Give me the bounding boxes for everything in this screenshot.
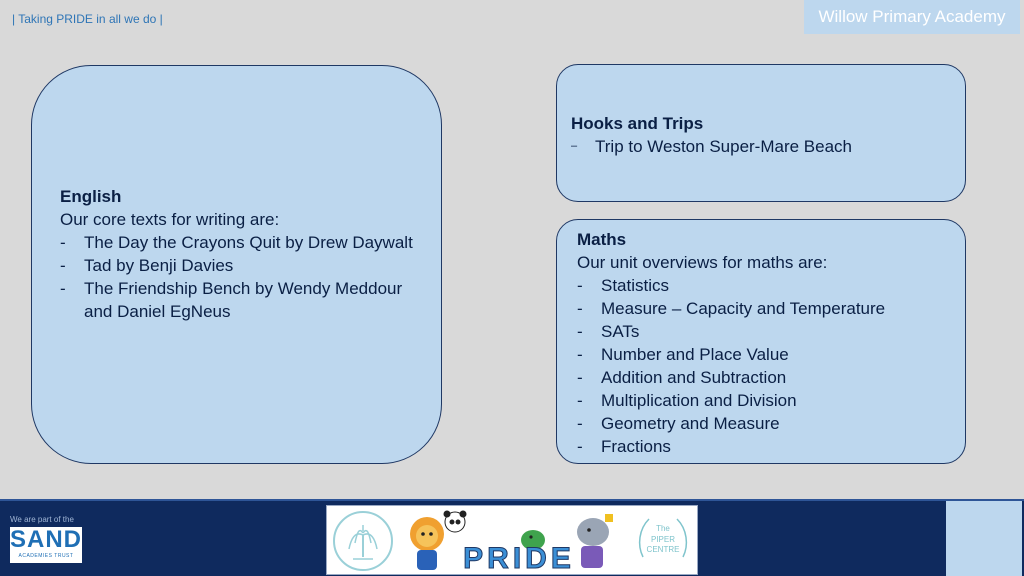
sand-logo-subtitle: ACADEMIES TRUST <box>18 553 74 559</box>
footer-caption: We are part of the <box>10 515 74 524</box>
english-intro: Our core texts for writing are: <box>60 210 280 229</box>
list-item: - Number and Place Value <box>577 343 945 366</box>
footer-bar <box>0 499 1024 576</box>
hooks-title: Hooks and Trips <box>571 114 704 133</box>
piper-logo-bottom: CENTRE <box>646 545 680 554</box>
partner-logo-strip <box>326 505 698 575</box>
hooks-trips-card <box>556 64 966 202</box>
panda-mascot-icon <box>444 511 467 533</box>
lion-mascot-icon <box>410 517 444 570</box>
list-item: - Measure – Capacity and Temperature <box>577 297 945 320</box>
pride-logo-text: PRIDE <box>463 542 575 572</box>
list-item: - Tad by Benji Davies <box>60 254 413 277</box>
piper-logo-top: The <box>656 524 670 533</box>
english-card <box>31 65 442 464</box>
school-name-badge: Willow Primary Academy <box>804 0 1020 34</box>
list-item: - Addition and Subtraction <box>577 366 945 389</box>
piper-centre-logo <box>633 511 693 571</box>
list-item: - The Day the Crayons Quit by Drew Daywalt <box>60 231 413 254</box>
list-item: - Geometry and Measure <box>577 412 945 435</box>
piper-logo-mid: PIPER <box>650 535 676 544</box>
pride-mascots-logo <box>407 510 621 572</box>
list-item: - Multiplication and Division <box>577 389 945 412</box>
list-item: - Fractions <box>577 435 945 458</box>
list-item: - Statistics <box>577 274 945 297</box>
maths-title: Maths <box>577 230 627 249</box>
hooks-list <box>571 135 951 158</box>
sand-logo-word: SAND <box>10 526 83 553</box>
footer-corner-block <box>946 501 1022 576</box>
elephant-mascot-icon <box>577 514 613 568</box>
maths-card <box>556 219 966 464</box>
english-text-list <box>60 231 413 323</box>
willow-tree-emblem-icon <box>333 511 393 571</box>
english-title: English <box>60 187 122 206</box>
tagline: | Taking PRIDE in all we do | <box>12 12 163 26</box>
sand-academies-logo <box>10 527 82 563</box>
list-item: - SATs <box>577 320 945 343</box>
maths-intro: Our unit overviews for maths are: <box>577 253 828 272</box>
maths-unit-list <box>577 274 945 458</box>
list-item: - The Friendship Bench by Wendy Meddour and Daniel EgNeus <box>60 277 413 323</box>
list-item: – Trip to Weston Super-Mare Beach <box>571 135 951 158</box>
